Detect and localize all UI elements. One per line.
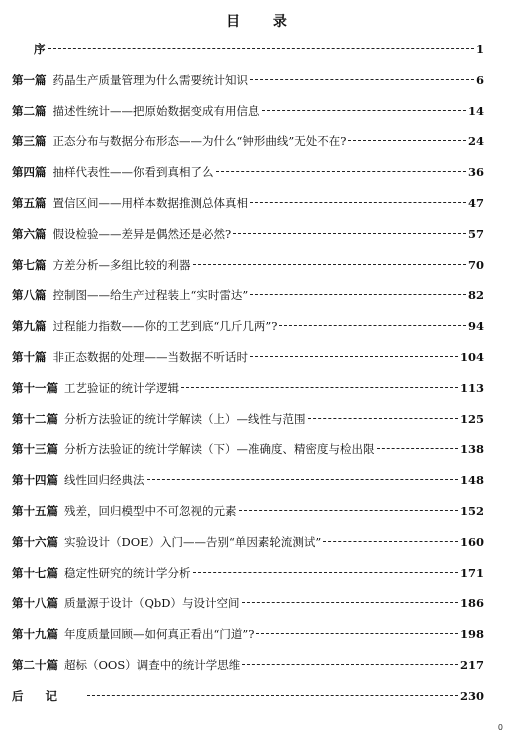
toc-entry-number: 第五篇 xyxy=(12,195,47,210)
toc-entry-title: 分析方法验证的统计学解读（下）—准确度、精密度与检出限 xyxy=(64,442,375,457)
toc-entry-page-number: 125 xyxy=(459,411,484,426)
toc-entry-number: 第八篇 xyxy=(12,288,47,303)
toc-entry-title: 稳定性研究的统计学分析 xyxy=(64,565,191,580)
toc-entry[interactable] xyxy=(12,595,484,626)
toc-entry-title: 描述性统计——把原始数据变成有用信息 xyxy=(52,103,260,118)
toc-entry-number: 第三篇 xyxy=(12,134,47,149)
toc-entry-page-number: 230 xyxy=(459,688,484,703)
toc-dot-leader xyxy=(323,541,458,542)
toc-entry-number: 第七篇 xyxy=(12,257,47,272)
toc-dot-leader xyxy=(242,664,458,665)
toc-entry[interactable] xyxy=(12,688,484,719)
toc-entry[interactable] xyxy=(12,195,484,226)
toc-entry-title: 分析方法验证的统计学解读（上）—线性与范围 xyxy=(64,411,306,426)
toc-entry-number: 第十九篇 xyxy=(12,627,58,642)
toc-entry-number: 第四篇 xyxy=(12,165,47,180)
toc-entry-title: 方差分析—多组比较的利器 xyxy=(52,257,191,272)
toc-dot-leader xyxy=(256,633,458,634)
toc-entry-page-number: 14 xyxy=(467,103,484,118)
toc-entry-title: 超标（OOS）调查中的统计学思维 xyxy=(64,657,241,672)
toc-dot-leader xyxy=(239,510,458,511)
toc-entry-page-number: 148 xyxy=(459,473,484,488)
toc-entry-number: 后记 xyxy=(12,688,79,703)
toc-dot-leader xyxy=(262,110,466,111)
toc-entry-page-number: 57 xyxy=(467,226,484,241)
toc-entry-title: 假设检验——差异是偶然还是必然? xyxy=(52,226,232,241)
toc-entry[interactable] xyxy=(12,472,484,503)
toc-entry[interactable] xyxy=(12,72,484,103)
toc-entry-title: 线性回归经典法 xyxy=(64,473,145,488)
toc-entry[interactable] xyxy=(12,657,484,688)
toc-dot-leader xyxy=(348,140,466,141)
toc-dot-leader xyxy=(147,479,458,480)
toc-entry[interactable] xyxy=(12,534,484,565)
toc-entry-number: 第十一篇 xyxy=(12,380,58,395)
toc-entry-page-number: 1 xyxy=(475,42,484,56)
toc-dot-leader xyxy=(250,202,466,203)
toc-entry-title: 残差，回归模型中不可忽视的元素 xyxy=(64,503,237,518)
toc-entry[interactable] xyxy=(12,226,484,257)
toc-entry-title: 非正态数据的处理——当数据不听话时 xyxy=(52,349,248,364)
toc-entry-number: 第二十篇 xyxy=(12,657,58,672)
toc-entry-number: 第十篇 xyxy=(12,349,47,364)
toc-entry-number: 序 xyxy=(34,42,46,56)
page-corner-mark: 0 xyxy=(497,723,503,732)
toc-entry-number: 第二篇 xyxy=(12,103,47,118)
toc-dot-leader xyxy=(193,264,466,265)
toc-entry-title: 实验设计（DOE）入门——告别“单因素轮流测试” xyxy=(64,534,322,549)
page-title: 目 录 xyxy=(226,14,301,30)
toc-entry-page-number: 47 xyxy=(467,195,484,210)
toc-entry-page-number: 94 xyxy=(467,319,484,334)
toc-entry-page-number: 113 xyxy=(459,380,484,395)
toc-entry-title: 过程能力指数——你的工艺到底“几斤几两”? xyxy=(52,319,278,334)
toc-entry[interactable] xyxy=(12,287,484,318)
toc-entry-page-number: 186 xyxy=(459,596,484,611)
toc-entry-title: 抽样代表性——你看到真相了么 xyxy=(52,165,214,180)
toc-entry-title: 质量源于设计（QbD）与设计空间 xyxy=(64,596,240,611)
toc-dot-leader xyxy=(377,448,458,449)
toc-entry-title: 置信区间——用样本数据推测总体真相 xyxy=(52,195,248,210)
toc-entry[interactable] xyxy=(12,411,484,442)
toc-entry-title: 正态分布与数据分布形态——为什么“钟形曲线”无处不在? xyxy=(52,134,347,149)
toc-entry-number: 第十六篇 xyxy=(12,534,58,549)
toc-dot-leader xyxy=(233,233,466,234)
toc-entry-page-number: 36 xyxy=(467,165,484,180)
toc-entry-number: 第十二篇 xyxy=(12,411,58,426)
toc-entry-page-number: 217 xyxy=(459,657,484,672)
toc-entry-number: 第十五篇 xyxy=(12,503,58,518)
toc-entry-page-number: 24 xyxy=(467,134,484,149)
toc-entry[interactable] xyxy=(12,164,484,195)
toc-entry[interactable] xyxy=(12,41,484,72)
toc-entry-page-number: 6 xyxy=(475,72,484,87)
toc-entry-page-number: 152 xyxy=(459,503,484,518)
toc-entry-title: 年度质量回顾—如何真正看出“门道”? xyxy=(64,627,255,642)
toc-dot-leader xyxy=(242,602,458,603)
toc-entry-number: 第十八篇 xyxy=(12,596,58,611)
toc-entry[interactable] xyxy=(12,103,484,134)
toc-entry[interactable] xyxy=(12,626,484,657)
toc-entry[interactable] xyxy=(12,565,484,596)
toc-dot-leader xyxy=(193,572,458,573)
toc-dot-leader xyxy=(250,79,474,80)
toc-entry[interactable] xyxy=(12,318,484,349)
toc-entry[interactable] xyxy=(12,257,484,288)
toc-dot-leader xyxy=(279,325,466,326)
toc-entry-number: 第九篇 xyxy=(12,319,47,334)
toc-dot-leader xyxy=(181,387,458,388)
toc-dot-leader xyxy=(216,171,466,172)
toc-entry-number: 第一篇 xyxy=(12,72,47,87)
toc-dot-leader xyxy=(250,356,458,357)
toc-entry[interactable] xyxy=(12,380,484,411)
table-of-contents xyxy=(12,41,484,719)
toc-entry-page-number: 171 xyxy=(459,565,484,580)
toc-entry-page-number: 198 xyxy=(459,627,484,642)
toc-entry-number: 第十七篇 xyxy=(12,565,58,580)
toc-entry[interactable] xyxy=(12,133,484,164)
toc-entry-page-number: 70 xyxy=(467,257,484,272)
toc-entry[interactable] xyxy=(12,503,484,534)
toc-dot-leader xyxy=(87,695,458,696)
toc-entry-page-number: 160 xyxy=(459,534,484,549)
toc-entry-number: 第六篇 xyxy=(12,226,47,241)
toc-entry-title: 控制图——给生产过程装上“实时雷达” xyxy=(52,288,249,303)
toc-dot-leader xyxy=(308,418,458,419)
toc-entry-page-number: 104 xyxy=(459,349,484,364)
toc-entry-number: 第十三篇 xyxy=(12,442,58,457)
toc-entry-title: 药晶生产质量管理为什么需要统计知识 xyxy=(52,72,248,87)
toc-dot-leader xyxy=(250,294,466,295)
toc-entry[interactable] xyxy=(12,349,484,380)
toc-dot-leader xyxy=(48,48,474,49)
toc-entry[interactable] xyxy=(12,441,484,472)
toc-entry-title: 工艺验证的统计学逻辑 xyxy=(64,380,179,395)
toc-entry-number: 第十四篇 xyxy=(12,473,58,488)
toc-entry-page-number: 82 xyxy=(467,288,484,303)
toc-entry-page-number: 138 xyxy=(459,442,484,457)
